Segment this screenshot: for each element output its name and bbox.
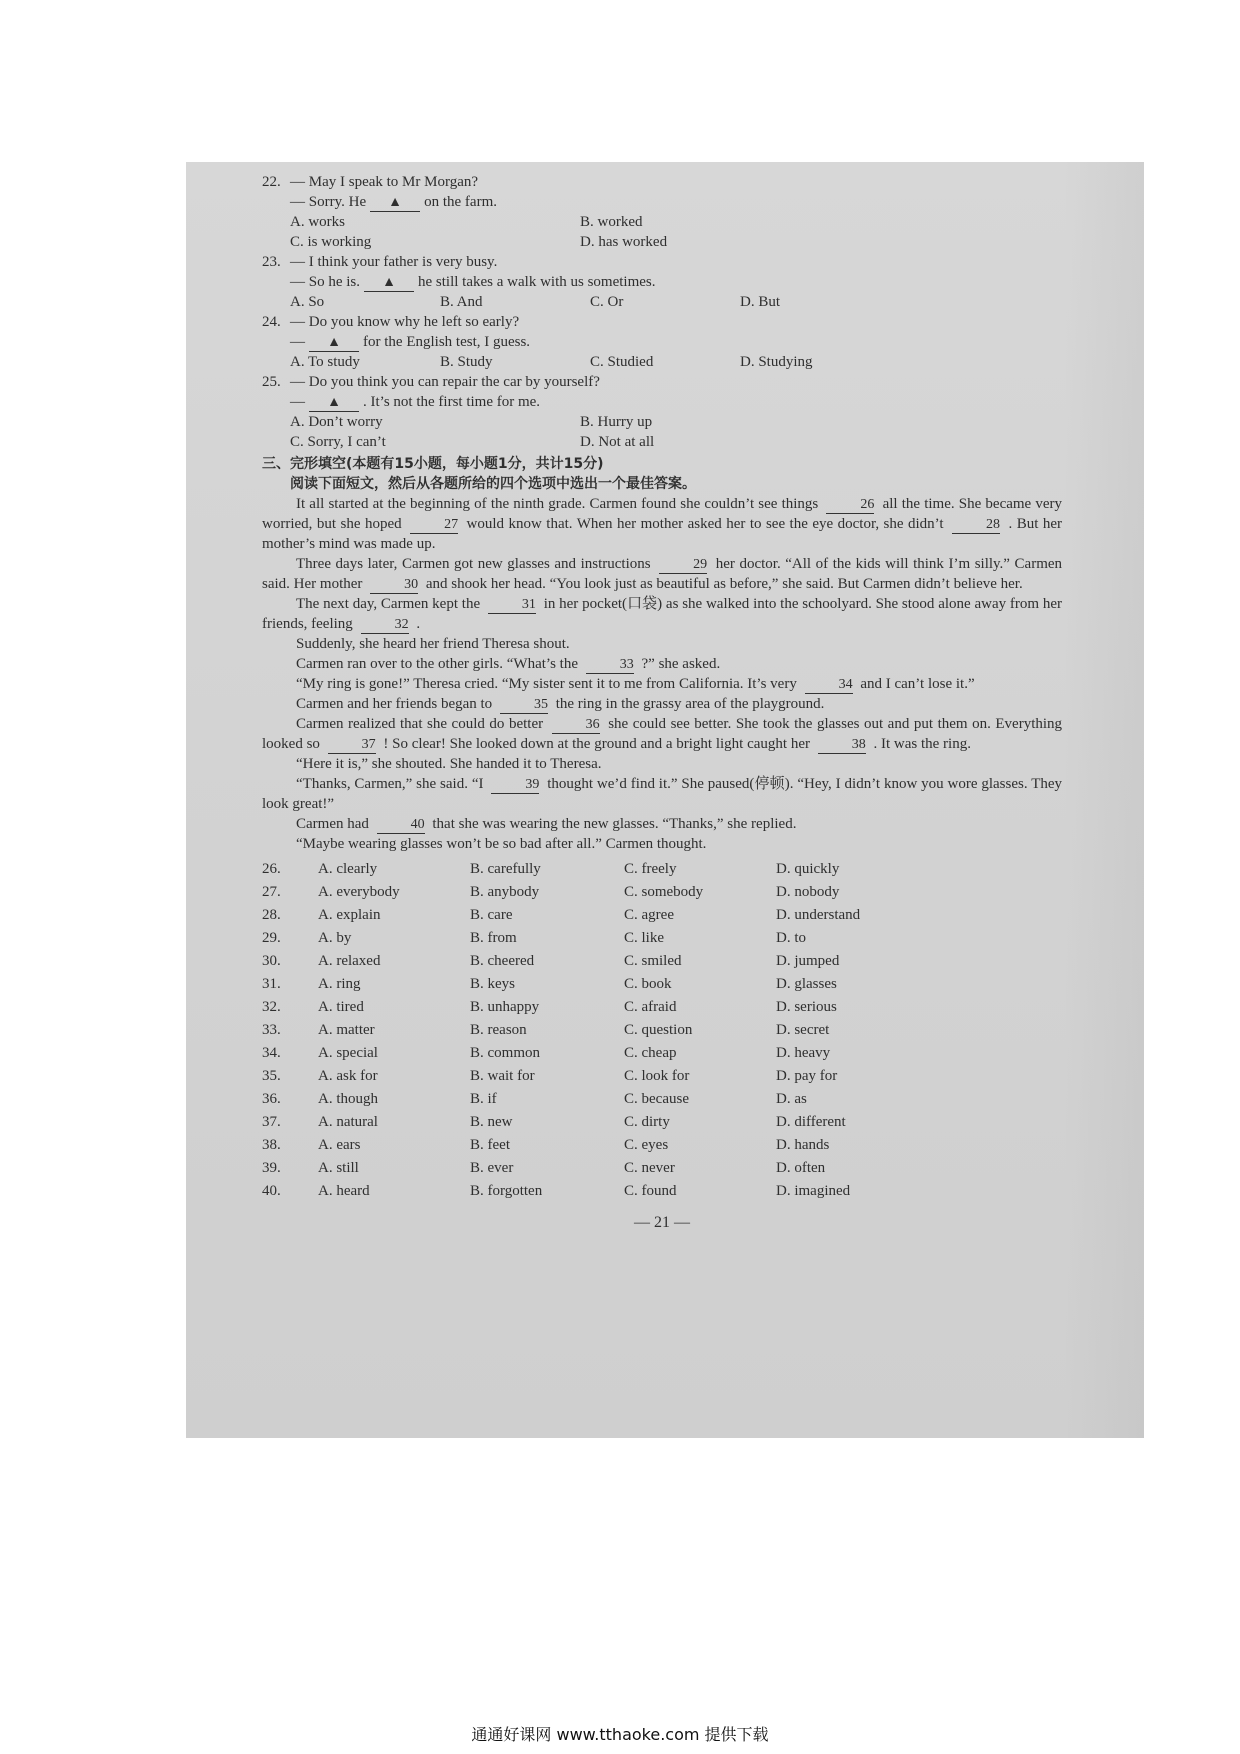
question-line — [262, 312, 1062, 332]
cloze-option: D. understand — [776, 907, 861, 923]
cloze-option: D. nobody — [776, 884, 840, 900]
cloze-option-row — [262, 1065, 1062, 1088]
passage-text: thought we’d find it.” She paused(停顿). “Hey, I didn’t know you wore glasses. They look great!” — [262, 776, 1063, 812]
cloze-option: B. forgotten — [470, 1183, 543, 1199]
cloze-option: B. if — [470, 1091, 497, 1107]
question-line — [262, 172, 1062, 192]
cloze-option: D. glasses — [776, 976, 837, 992]
passage-paragraph — [262, 694, 1062, 714]
cloze-option: A. relaxed — [318, 953, 381, 969]
passage-text: “Maybe wearing glasses won’t be so bad after all.” Carmen thought. — [296, 836, 707, 852]
cloze-blank: 31 — [488, 597, 536, 614]
passage-paragraph — [262, 594, 1062, 634]
option: A. So — [290, 294, 325, 310]
answer-line — [262, 392, 1062, 412]
option: A. Don’t worry — [290, 414, 383, 430]
cloze-option: A. tired — [318, 999, 364, 1015]
cloze-option-row — [262, 1134, 1062, 1157]
passage-paragraph — [262, 754, 1062, 774]
cloze-option: B. care — [470, 907, 513, 923]
cloze-option: C. book — [624, 976, 672, 992]
cloze-option: A. ears — [318, 1137, 361, 1153]
cloze-number: 29. — [262, 930, 281, 946]
cloze-blank: 36 — [552, 717, 600, 734]
cloze-option: D. secret — [776, 1022, 830, 1038]
passage-text: ! So clear! She looked down at the ground and a bright light caught her — [383, 736, 810, 752]
question-text: on the farm. — [424, 194, 497, 210]
cloze-blank: 40 — [377, 817, 425, 834]
passage-paragraph — [262, 654, 1062, 674]
cloze-option: D. jumped — [776, 953, 840, 969]
answer-line — [262, 272, 1062, 292]
cloze-number: 31. — [262, 976, 281, 992]
cloze-option: A. ask for — [318, 1068, 378, 1084]
multiple-choice-questions — [262, 172, 1062, 452]
cloze-option: D. hands — [776, 1137, 830, 1153]
option: B. And — [440, 294, 483, 310]
cloze-option-row — [262, 1088, 1062, 1111]
cloze-option: A. ring — [318, 976, 361, 992]
option: B. Study — [440, 354, 493, 370]
passage-paragraph — [262, 674, 1062, 694]
option-row — [262, 232, 1062, 252]
cloze-option: D. as — [776, 1091, 807, 1107]
passage-text: the ring in the grassy area of the playground. — [555, 696, 825, 712]
passage-text: “Here it is,” she shouted. She handed it to Theresa. — [296, 756, 602, 772]
cloze-option-row — [262, 881, 1062, 904]
passage-text: “My ring is gone!” Theresa cried. “My sister sent it to me from California. It’s very — [296, 676, 797, 692]
cloze-option: B. anybody — [470, 884, 540, 900]
question-number: 22. — [262, 174, 281, 190]
cloze-number: 27. — [262, 884, 281, 900]
cloze-blank: 39 — [491, 777, 539, 794]
cloze-option: A. heard — [318, 1183, 370, 1199]
cloze-option: B. reason — [470, 1022, 527, 1038]
option-row — [262, 352, 1062, 372]
cloze-option: C. question — [624, 1022, 693, 1038]
question-number: 23. — [262, 254, 281, 270]
passage-text: It all started at the beginning of the ninth grade. Carmen found she couldn’t see things — [296, 496, 819, 512]
cloze-option: D. heavy — [776, 1045, 831, 1061]
passage-paragraph — [262, 554, 1062, 594]
cloze-option-row — [262, 904, 1062, 927]
answer-blank — [370, 194, 420, 212]
passage-text: and I can’t lose it.” — [860, 676, 975, 692]
cloze-option: B. new — [470, 1114, 513, 1130]
cloze-option: A. by — [318, 930, 352, 946]
cloze-options — [262, 858, 1062, 1203]
cloze-option: C. dirty — [624, 1114, 670, 1130]
option-row — [262, 212, 1062, 232]
passage-text: Carmen and her friends began to — [296, 696, 493, 712]
cloze-option: C. freely — [624, 861, 677, 877]
question-number: 25. — [262, 374, 281, 390]
cloze-option: C. somebody — [624, 884, 704, 900]
cloze-number: 35. — [262, 1068, 281, 1084]
cloze-option: C. afraid — [624, 999, 677, 1015]
cloze-option: A. special — [318, 1045, 378, 1061]
cloze-option: B. wait for — [470, 1068, 535, 1084]
option: A. works — [290, 214, 345, 230]
cloze-blank: 27 — [410, 517, 458, 534]
cloze-option-row — [262, 1157, 1062, 1180]
option: C. Studied — [590, 354, 654, 370]
cloze-option: D. often — [776, 1160, 826, 1176]
cloze-option: C. eyes — [624, 1137, 669, 1153]
passage-text: . — [416, 616, 421, 632]
cloze-option-row — [262, 927, 1062, 950]
passage-text: Carmen had — [296, 816, 369, 832]
cloze-option-row — [262, 1111, 1062, 1134]
cloze-option: D. pay for — [776, 1068, 838, 1084]
option: D. Studying — [740, 354, 813, 370]
cloze-option: B. feet — [470, 1137, 510, 1153]
cloze-number: 32. — [262, 999, 281, 1015]
cloze-option-row — [262, 996, 1062, 1019]
passage-text: Suddenly, she heard her friend Theresa shout. — [296, 636, 570, 652]
cloze-blank: 26 — [826, 497, 874, 514]
question-text: — — [290, 394, 305, 410]
cloze-number: 28. — [262, 907, 281, 923]
cloze-option-row — [262, 1180, 1062, 1203]
answer-blank — [309, 334, 359, 352]
cloze-option: D. different — [776, 1114, 846, 1130]
option: D. Not at all — [580, 434, 655, 450]
cloze-option: B. keys — [470, 976, 515, 992]
question-item — [262, 312, 1062, 372]
passage-paragraph — [262, 494, 1062, 554]
question-item — [262, 372, 1062, 452]
cloze-blank: 33 — [586, 657, 634, 674]
exam-photo — [186, 162, 1144, 1438]
cloze-option-row — [262, 973, 1062, 996]
cloze-option: D. imagined — [776, 1183, 851, 1199]
cloze-option: B. carefully — [470, 861, 541, 877]
cloze-option: C. never — [624, 1160, 675, 1176]
option-row — [262, 432, 1062, 452]
question-text: — — [290, 334, 305, 350]
cloze-option: C. agree — [624, 907, 674, 923]
cloze-blank: 38 — [818, 737, 866, 754]
question-text: he still takes a walk with us sometimes. — [418, 274, 656, 290]
cloze-option-row — [262, 1042, 1062, 1065]
question-text: — Sorry. He — [290, 194, 367, 210]
cloze-option: C. cheap — [624, 1045, 677, 1061]
option: C. is working — [290, 234, 372, 250]
passage-paragraph — [262, 814, 1062, 834]
answer-blank — [309, 394, 359, 412]
question-text: for the English test, I guess. — [363, 334, 531, 350]
passage-text: Carmen realized that she could do better — [296, 716, 544, 732]
passage-text: that she was wearing the new glasses. “Thanks,” she replied. — [432, 816, 797, 832]
passage-text: Three days later, Carmen got new glasses and instructions — [296, 556, 651, 572]
option-row — [262, 292, 1062, 312]
passage-text: The next day, Carmen kept the — [296, 596, 481, 612]
cloze-option: A. natural — [318, 1114, 378, 1130]
cloze-number: 30. — [262, 953, 281, 969]
answer-line — [262, 332, 1062, 352]
passage-paragraph — [262, 714, 1062, 754]
cloze-option-row — [262, 858, 1062, 881]
question-line — [262, 252, 1062, 272]
passage-text: in her pocket(口袋) as she walked into the schoolyard. She stood alone away from her friends, feeling — [262, 596, 1062, 632]
cloze-blank: 30 — [370, 577, 418, 594]
cloze-passage — [262, 494, 1062, 854]
cloze-blank: 28 — [952, 517, 1000, 534]
cloze-option: A. explain — [318, 907, 381, 923]
cloze-option: C. because — [624, 1091, 689, 1107]
cloze-option: A. though — [318, 1091, 378, 1107]
section-instruction: 阅读下面短文，然后从各题所给的四个选项中选出一个最佳答案。 — [290, 476, 696, 492]
cloze-option: C. smiled — [624, 953, 682, 969]
cloze-option: B. unhappy — [470, 999, 540, 1015]
cloze-number: 34. — [262, 1045, 281, 1061]
cloze-option-row — [262, 1019, 1062, 1042]
answer-line — [262, 192, 1062, 212]
cloze-blank: 29 — [659, 557, 707, 574]
cloze-option: B. ever — [470, 1160, 514, 1176]
passage-text: ?” she asked. — [641, 656, 721, 672]
cloze-option: B. cheered — [470, 953, 535, 969]
section-heading: 三、完形填空(本题有15小题，每小题1分，共计15分) — [262, 456, 604, 472]
cloze-number: 39. — [262, 1160, 281, 1176]
cloze-option: C. look for — [624, 1068, 690, 1084]
cloze-option: A. still — [318, 1160, 359, 1176]
option: A. To study — [290, 354, 360, 370]
cloze-option: A. clearly — [318, 861, 378, 877]
question-item — [262, 252, 1062, 312]
passage-text: her doctor. “All of the kids will think I’m silly.” Carmen said. Her mother — [262, 556, 1063, 592]
question-text: — Do you know why he left so early? — [290, 314, 520, 330]
question-text: — I think your father is very busy. — [290, 254, 498, 270]
passage-text: she could see better. She took the glasses out and put them on. Everything looked so — [262, 716, 1063, 752]
answer-blank — [364, 274, 414, 292]
cloze-option: B. from — [470, 930, 517, 946]
cloze-option-row — [262, 950, 1062, 973]
question-text: . It’s not the first time for me. — [363, 394, 541, 410]
cloze-option: C. like — [624, 930, 664, 946]
option-row — [262, 412, 1062, 432]
passage-paragraph — [262, 634, 1062, 654]
passage-text: . But her mother’s mind was made up. — [262, 516, 1063, 552]
cloze-option: D. quickly — [776, 861, 840, 877]
passage-paragraph — [262, 774, 1062, 814]
passage-paragraph — [262, 834, 1062, 854]
cloze-option: A. matter — [318, 1022, 375, 1038]
cloze-number: 37. — [262, 1114, 281, 1130]
passage-text: would know that. When her mother asked her to see the eye doctor, she didn’t — [466, 516, 944, 532]
question-text: — May I speak to Mr Morgan? — [290, 174, 479, 190]
cloze-blank: 37 — [328, 737, 376, 754]
cloze-number: 26. — [262, 861, 281, 877]
cloze-number: 33. — [262, 1022, 281, 1038]
cloze-number: 38. — [262, 1137, 281, 1153]
cloze-option: A. everybody — [318, 884, 400, 900]
cloze-option: D. serious — [776, 999, 837, 1015]
cloze-option: B. common — [470, 1045, 540, 1061]
exam-page — [262, 172, 1062, 1432]
cloze-blank: 35 — [500, 697, 548, 714]
cloze-option: C. found — [624, 1183, 677, 1199]
passage-text: . It was the ring. — [873, 736, 971, 752]
question-line — [262, 372, 1062, 392]
passage-text: “Thanks, Carmen,” she said. “I — [296, 776, 484, 792]
question-text: — Do you think you can repair the car by yourself? — [290, 374, 600, 390]
passage-text: all the time. She became very worried, but she hoped — [262, 496, 1063, 532]
option: D. But — [740, 294, 781, 310]
question-text: — So he is. — [290, 274, 361, 290]
option: C. Or — [590, 294, 624, 310]
cloze-option: D. to — [776, 930, 806, 946]
question-item — [262, 172, 1062, 252]
question-number: 24. — [262, 314, 281, 330]
download-footer: 通通好课网 www.tthaoke.com 提供下载 — [471, 1725, 769, 1744]
photo-shadow — [1064, 162, 1144, 1438]
option: C. Sorry, I can’t — [290, 434, 386, 450]
cloze-number: 36. — [262, 1091, 281, 1107]
cloze-number: 40. — [262, 1183, 281, 1199]
option: B. Hurry up — [580, 414, 653, 430]
cloze-blank: 34 — [805, 677, 853, 694]
page-number: — 21 — — [634, 1214, 690, 1231]
passage-text: Carmen ran over to the other girls. “What’s the — [296, 656, 578, 672]
option: D. has worked — [580, 234, 668, 250]
passage-text: and shook her head. “You look just as beautiful as before,” she said. But Carmen didn’t believe her. — [425, 576, 1023, 592]
cloze-blank: 32 — [361, 617, 409, 634]
option: B. worked — [580, 214, 643, 230]
